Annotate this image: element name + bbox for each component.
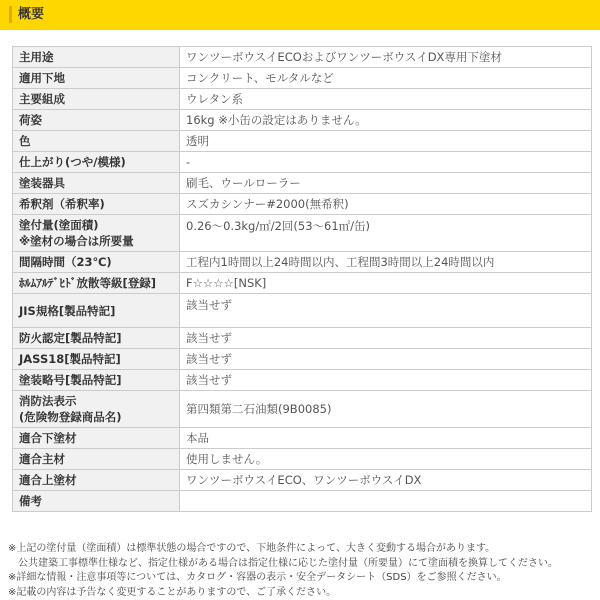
table-row [13,110,592,131]
table-row [13,370,592,391]
footnote-line: 公共建築工事標準仕様など、指定仕様がある場合は指定仕様に応じた塗付量（所要量）にて塗面積を換算してください。 [8,557,558,569]
row-label: 塗装略号[製品特記] [13,370,180,391]
header-accent-bar [9,6,12,23]
row-value: ワンツーボウスイECO、ワンツーボウスイDX [180,470,592,491]
row-label: 間隔時間（23℃) [13,252,180,273]
row-label: 防火認定[製品特記] [13,328,180,349]
table-row [13,194,592,215]
row-label-line1: 塗付量(塗面積) [19,218,99,232]
table-row [13,47,592,68]
row-value: 該当せず [180,349,592,370]
row-label: 適用下地 [13,68,180,89]
row-value: 使用しません。 [180,449,592,470]
row-label-line2: (危険物登録商品名) [19,410,122,424]
table-row [13,391,592,428]
row-value: 刷毛、ウールローラー [180,173,592,194]
row-value: 第四類第二石油類(9B0085) [180,391,592,428]
row-label: JIS規格[製品特記] [13,294,180,328]
row-label: 適合下塗材 [13,428,180,449]
row-label-line2: ※塗材の場合は所要量 [19,234,134,248]
spec-table [12,46,592,512]
row-label: ﾎﾙﾑｱﾙﾃﾞﾋﾄﾞ放散等級[登録] [13,273,180,294]
footnote-line: ※記載の内容は予告なく変更することがありますので、ご了承ください。 [8,586,337,598]
table-row [13,252,592,273]
row-label: 仕上がり(つや/模様) [13,152,180,173]
table-row [13,449,592,470]
row-value: スズカシンナー#2000(無希釈) [180,194,592,215]
row-value: ウレタン系 [180,89,592,110]
table-row [13,215,592,252]
table-row [13,428,592,449]
footnote-line: ※詳細な情報・注意事項等については、カタログ・容器の表示・安全データシート（SDS）をご参照ください。 [8,572,507,583]
table-row [13,173,592,194]
table-row [13,294,592,328]
row-label [13,215,180,252]
row-label [13,391,180,428]
row-label: JASS18[製品特記] [13,349,180,370]
section-title: 概要 [18,7,45,22]
row-label: 主要組成 [13,89,180,110]
row-label: 塗装器具 [13,173,180,194]
section-header [0,0,600,30]
table-row [13,328,592,349]
row-value: 16kg ※小缶の設定はありません。 [180,110,592,131]
row-value: 該当せず [180,328,592,349]
row-label: 主用途 [13,47,180,68]
row-value: 該当せず [180,370,592,391]
row-label-line1: 消防法表示 [19,394,77,408]
row-value: 本品 [180,428,592,449]
row-label: 色 [13,131,180,152]
footnote-line: ※上記の塗付量（塗面積）は標準状態の場合ですので、下地条件によって、大きく変動する場合があります。 [8,543,496,554]
row-value: 工程内1時間以上24時間以内、工程間3時間以上24時間以内 [180,252,592,273]
row-value: F☆☆☆☆[NSK] [180,273,592,294]
row-label: 適合主材 [13,449,180,470]
row-label: 備考 [13,491,180,512]
row-value [180,491,592,512]
row-value: - [180,152,592,173]
row-value: 該当せず [180,294,592,328]
table-row [13,89,592,110]
table-row [13,470,592,491]
row-value: 透明 [180,131,592,152]
table-row [13,152,592,173]
row-label: 荷姿 [13,110,180,131]
row-value: ワンツーボウスイECOおよびワンツーボウスイDX専用下塗材 [180,47,592,68]
table-row [13,131,592,152]
row-value: コンクリート、モルタルなど [180,68,592,89]
row-label: 希釈剤（希釈率) [13,194,180,215]
table-row [13,68,592,89]
footnotes [8,542,598,600]
table-row [13,273,592,294]
row-label: 適合上塗材 [13,470,180,491]
table-row [13,349,592,370]
table-row [13,491,592,512]
row-value: 0.26～0.3kg/㎡/2回(53～61㎡/缶) [180,215,592,252]
